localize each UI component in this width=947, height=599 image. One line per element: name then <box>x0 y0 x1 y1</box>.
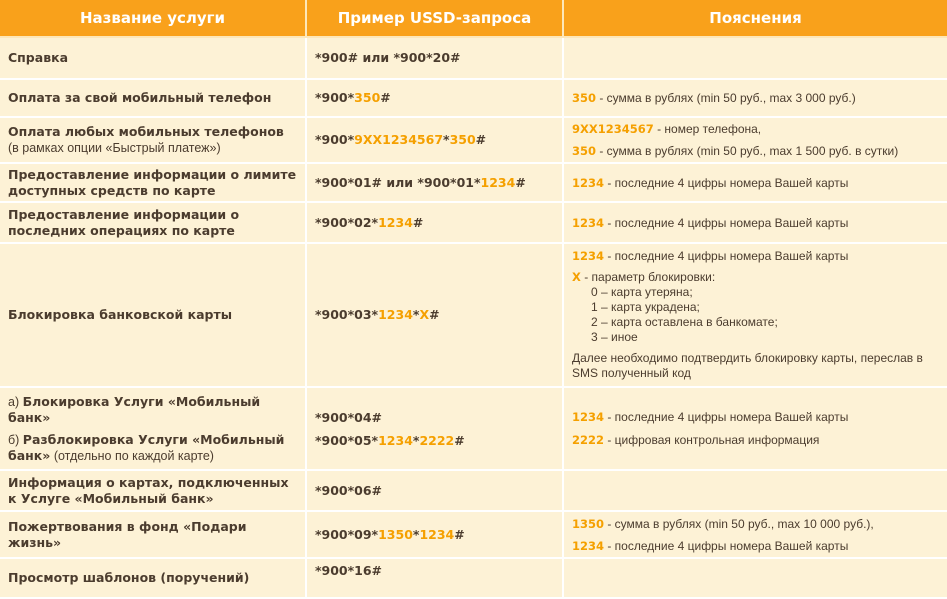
table-row <box>0 163 947 202</box>
table-row <box>0 387 947 470</box>
service-name-note: (в рамках опции «Быстрый платеж») <box>8 141 221 155</box>
service-explanation <box>563 558 947 598</box>
block-note: Далее необходимо подтвердить блокировку карты, переслав в SMS полученный код <box>572 351 923 380</box>
service-explanation: 9XX1234567 - номер телефона, 350 - сумма в рублях (min 50 руб., max 1 500 руб. в сутки) <box>563 117 947 163</box>
service-name-a: а) Блокировка Услуги «Мобильный банк» <box>8 393 261 425</box>
service-name: Предоставление информации о лимите доступных средств по карте <box>0 163 306 202</box>
block-option: 3 – иное <box>591 330 638 344</box>
header-explanations: Пояснения <box>563 0 947 37</box>
ussd-code: *900*04# *900*05*1234*2222# <box>306 387 563 470</box>
ussd-code: *900*06# <box>306 470 563 511</box>
block-option: 2 – карта оставлена в банкомате; <box>591 315 778 329</box>
header-ussd-example: Пример USSD-запроса <box>306 0 563 37</box>
service-explanation: 1234 - последние 4 цифры номера Вашей карты <box>563 202 947 243</box>
service-explanation: 1350 - сумма в рублях (min 50 руб., max 10 000 руб.), 1234 - последние 4 цифры номера Вашей карты <box>563 511 947 558</box>
service-name <box>0 387 306 470</box>
ussd-code: *900*02*1234# <box>306 202 563 243</box>
ussd-code: *900# или *900*20# <box>306 37 563 79</box>
table-row <box>0 511 947 558</box>
table-row <box>0 470 947 511</box>
ussd-code: *900*16# <box>306 558 563 598</box>
ussd-code: *900*01# или *900*01*1234# <box>306 163 563 202</box>
block-option: 0 – карта утеряна; <box>591 285 693 299</box>
service-name: Оплата любых мобильных телефонов (в рамках опции «Быстрый платеж») <box>0 117 306 163</box>
table-row <box>0 37 947 79</box>
table-row <box>0 117 947 163</box>
table-row <box>0 79 947 117</box>
service-name: Информация о картах, подключенных к Услуге «Мобильный банк» <box>0 470 306 511</box>
table-row <box>0 202 947 243</box>
table-row <box>0 558 947 598</box>
block-option: 1 – карта украдена; <box>591 300 700 314</box>
service-name: Блокировка банковской карты <box>0 243 306 387</box>
header-service-name: Название услуги <box>0 0 306 37</box>
table-row <box>0 243 947 387</box>
service-name: Просмотр шаблонов (поручений) <box>0 558 306 598</box>
service-explanation <box>563 470 947 511</box>
service-name: Справка <box>0 37 306 79</box>
service-explanation: 1234 - последние 4 цифры номера Вашей карты X - параметр блокировки: 0 – карта утеряна; 1 – карта украдена; 2 – карта оставлена в банкомате; 3 – иное Далее необходимо подтвердить блокировку карты, переслав в SMS полученный код <box>563 243 947 387</box>
service-name: Оплата за свой мобильный телефон <box>0 79 306 117</box>
service-explanation: 1234 - последние 4 цифры номера Вашей карты <box>563 163 947 202</box>
ussd-code: *900*03*1234*X# <box>306 243 563 387</box>
service-explanation: 1234 - последние 4 цифры номера Вашей карты 2222 - цифровая контрольная информация <box>563 387 947 470</box>
ussd-code: *900*350# <box>306 79 563 117</box>
table-header-row <box>0 0 947 37</box>
service-name: Предоставление информации о последних операциях по карте <box>0 202 306 243</box>
ussd-code: *900*9XX1234567*350# <box>306 117 563 163</box>
ussd-code: *900*09*1350*1234# <box>306 511 563 558</box>
service-name-b: б) Разблокировка Услуги «Мобильный банк» (отдельно по каждой карте) <box>8 431 285 463</box>
service-name: Пожертвования в фонд «Подари жизнь» <box>0 511 306 558</box>
service-explanation: 350 - сумма в рублях (min 50 руб., max 3 000 руб.) <box>563 79 947 117</box>
service-explanation <box>563 37 947 79</box>
